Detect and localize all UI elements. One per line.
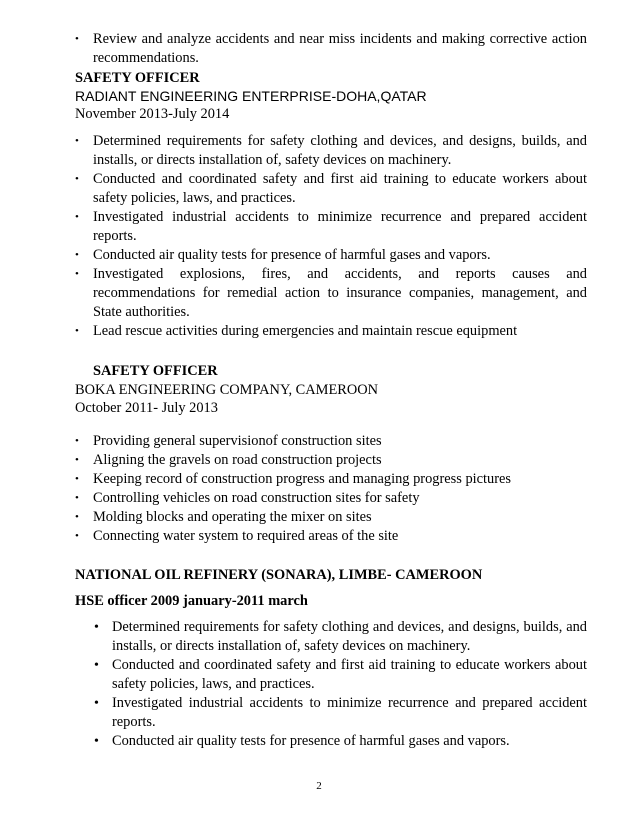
- job2-dates: October 2011- July 2013: [75, 400, 218, 416]
- list-item: • Determined requirements for safety clothing and devices, and designs, builds, and installs, or directs installation of, safety devices on machinery.: [75, 618, 587, 656]
- job2-title: SAFETY OFFICER: [93, 363, 218, 379]
- list-item: • Aligning the gravels on road construction projects: [75, 451, 587, 470]
- list-item: • Investigated industrial accidents to minimize recurrence and prepared accident reports.: [75, 694, 587, 732]
- list-item: • Controlling vehicles on road construction sites for safety: [75, 489, 587, 508]
- list-item: • Investigated explosions, fires, and accidents, and reports causes and recommendations for remedial action to insurance companies, management, and State authorities.: [75, 265, 587, 322]
- job3-bullet-list: [75, 618, 587, 751]
- page-number: 2: [316, 780, 322, 792]
- job3-company: NATIONAL OIL REFINERY (SONARA), LIMBE- CAMEROON: [75, 567, 483, 583]
- job2-bullet-list: [75, 432, 587, 546]
- list-item: • Keeping record of construction progress and managing progress pictures: [75, 470, 587, 489]
- list-item: • Conducted and coordinated safety and first aid training to educate workers about safety policies, laws, and practices.: [75, 656, 587, 694]
- job1-dates: November 2013-July 2014: [75, 106, 230, 122]
- list-item: • Conducted air quality tests for presence of harmful gases and vapors.: [75, 732, 587, 751]
- list-item: • Conducted air quality tests for presence of harmful gases and vapors.: [75, 246, 587, 265]
- intro-bullet-list: [75, 30, 587, 68]
- list-item: • Determined requirements for safety clothing and devices, and designs, builds, and installs, or directs installation of, safety devices on machinery.: [75, 132, 587, 170]
- list-item: • Providing general supervisionof construction sites: [75, 432, 587, 451]
- job2-company: BOKA ENGINEERING COMPANY, CAMEROON: [75, 382, 379, 398]
- job1-company: RADIANT ENGINEERING ENTERPRISE-DOHA,QATAR: [75, 88, 427, 104]
- list-item: • Investigated industrial accidents to minimize recurrence and prepared accident reports.: [75, 208, 587, 246]
- job1-bullet-list: [75, 132, 587, 341]
- job3-title: HSE officer 2009 january-2011 march: [75, 593, 308, 609]
- list-item: • Connecting water system to required areas of the site: [75, 527, 587, 546]
- list-item: • Molding blocks and operating the mixer on sites: [75, 508, 587, 527]
- list-item: • Conducted and coordinated safety and first aid training to educate workers about safety policies, laws, and practices.: [75, 170, 587, 208]
- job1-title: SAFETY OFFICER: [75, 70, 200, 86]
- list-item: • Lead rescue activities during emergencies and maintain rescue equipment: [75, 322, 587, 341]
- list-item: • Review and analyze accidents and near miss incidents and making corrective action recommendations.: [75, 30, 587, 68]
